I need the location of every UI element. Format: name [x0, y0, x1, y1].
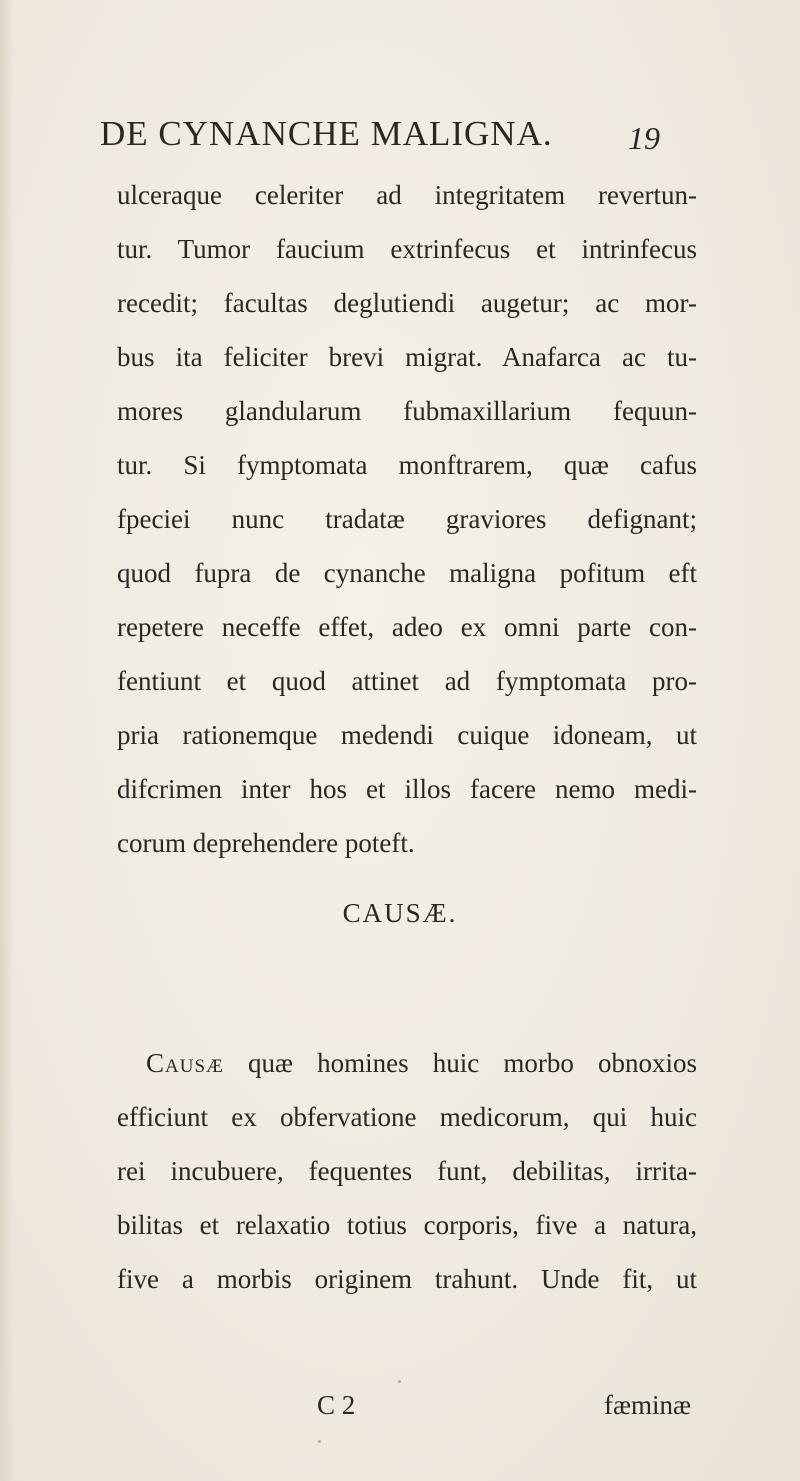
- text-line: bilitas et relaxatio totius corporis, five a natura,: [117, 1210, 697, 1240]
- text-line: rei incubuere, fequentes funt, debilitas, irrita-: [117, 1156, 697, 1186]
- text-line: corum deprehendere poteft.: [117, 828, 415, 858]
- text-line: quod fupra de cynanche maligna pofitum eft: [117, 558, 697, 588]
- first-line-rest: quæ homines huic morbo obnoxios: [223, 1048, 697, 1078]
- text-line: fpeciei nunc tradatæ graviores defignant;: [117, 504, 697, 534]
- catchword: fæminæ: [604, 1390, 692, 1420]
- text-line: recedit; facultas deglutiendi augetur; ac mor-: [117, 288, 697, 318]
- page-edge-shadow: [0, 0, 14, 1481]
- running-head-title: DE CYNANCHE MALIGNA.: [100, 114, 553, 153]
- text-line: fentiunt et quod attinet ad fymptomata pro-: [117, 666, 697, 696]
- text-line: five a morbis originem trahunt. Unde fit, ut: [117, 1264, 697, 1294]
- text-line: tur. Tumor faucium extrinfecus et intrinfecus: [117, 234, 697, 264]
- text-line: ulceraque celeriter ad integritatem revertun-: [117, 180, 697, 210]
- text-line-first: [146, 1046, 697, 1080]
- running-head: [100, 112, 700, 156]
- signature-mark: C 2: [317, 1390, 356, 1420]
- text-line: efficiunt ex obfervatione medicorum, qui huic: [117, 1102, 697, 1132]
- drop-word: Causæ: [146, 1048, 224, 1078]
- text-line: pria rationemque medendi cuique idoneam, ut: [117, 720, 697, 750]
- text-line: tur. Si fymptomata monftrarem, quæ cafus: [117, 450, 697, 480]
- page-number: 19: [628, 120, 660, 156]
- text-line: repetere neceffe effet, adeo ex omni parte con-: [117, 612, 697, 642]
- section-heading: CAUSÆ.: [342, 898, 458, 928]
- paper-speck: [318, 1440, 321, 1443]
- text-line: bus ita feliciter brevi migrat. Anafarca ac tu-: [117, 342, 697, 372]
- text-line: mores glandularum fubmaxillarium fequun-: [117, 396, 697, 426]
- text-line: difcrimen inter hos et illos facere nemo medi-: [117, 774, 697, 804]
- paper-speck: [398, 1380, 401, 1383]
